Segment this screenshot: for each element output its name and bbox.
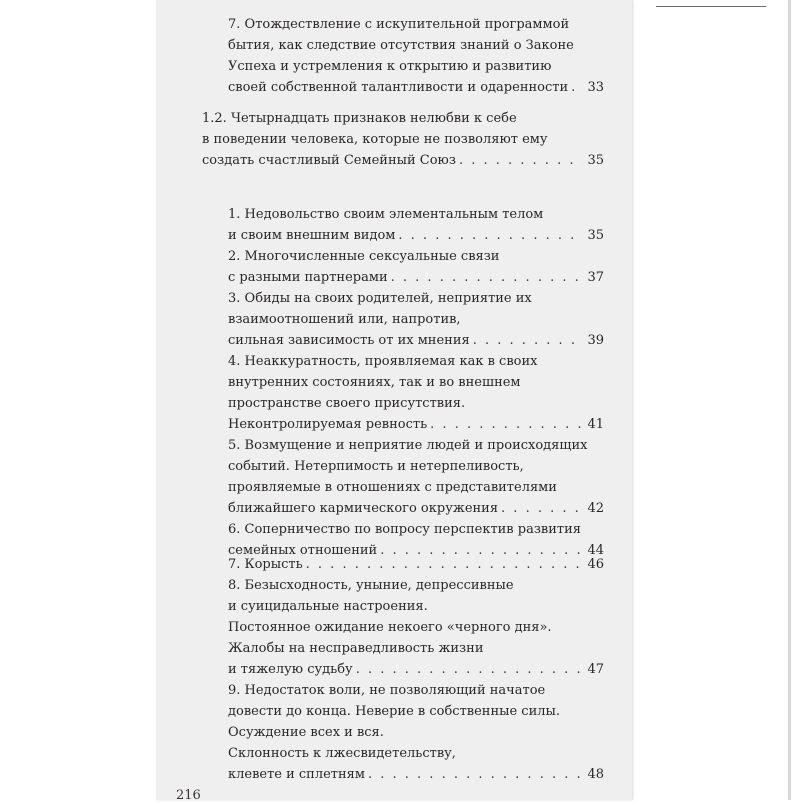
toc-entry-line xyxy=(228,225,604,246)
dot-leader xyxy=(368,764,583,785)
toc-entry xyxy=(228,435,604,519)
toc-entry-line: Склонность к лжесвидетельству, xyxy=(228,746,456,761)
toc-entry-line: 5. Возмущение и неприятие людей и происходящих xyxy=(228,438,588,453)
toc-page-number: 39 xyxy=(587,333,604,348)
toc-entry-line: Жалобы на несправедливость жизни xyxy=(228,641,484,656)
toc-entry-line xyxy=(228,764,604,785)
toc-entry-text: и тяжелую судьбу xyxy=(228,662,353,677)
toc-entry-line xyxy=(228,659,604,680)
dot-leader xyxy=(356,659,584,680)
dot-leader xyxy=(459,150,584,171)
toc-entry-line xyxy=(228,414,604,435)
toc-entry-line: 7. Отождествление с искупительной программой xyxy=(228,17,570,32)
toc-entry-line: 3. Обиды на своих родителей, неприятие их xyxy=(228,291,532,306)
toc-entry-text: создать счастливый Семейный Союз xyxy=(202,153,456,168)
toc-entry-line: и суицидальные настроения. xyxy=(228,599,428,614)
toc-entry-text: семейных отношений xyxy=(228,543,378,558)
toc-entry-line: 8. Безысходность, уныние, депрессивные xyxy=(228,578,514,593)
page-edge xyxy=(788,0,791,800)
dot-leader xyxy=(571,77,583,98)
toc-entry-line: взаимоотношений или, напротив, xyxy=(228,312,461,327)
toc-page-number: 35 xyxy=(587,153,604,168)
toc-entry-line: событий. Нетерпимость и нетерпеливость, xyxy=(228,459,524,474)
toc-page-number: 44 xyxy=(587,543,604,558)
toc-entry xyxy=(228,351,604,435)
dot-leader xyxy=(473,330,584,351)
dot-leader xyxy=(398,225,583,246)
toc-entry-line: бытия, как следствие отсутствия знаний о Законе xyxy=(228,38,574,53)
toc-entry xyxy=(202,108,604,171)
dot-leader xyxy=(501,498,583,519)
toc-entry-text: сильная зависимость от их мнения xyxy=(228,333,470,348)
toc-entry xyxy=(228,680,604,785)
dot-leader xyxy=(391,267,584,288)
toc-page-number: 47 xyxy=(587,662,604,677)
toc-page-number: 35 xyxy=(587,228,604,243)
toc-page-number: 41 xyxy=(587,417,604,432)
dot-leader xyxy=(430,414,583,435)
toc-entry-line xyxy=(228,77,604,98)
header-rule xyxy=(656,6,766,7)
toc-entry-line: пространстве своего присутствия. xyxy=(228,396,466,411)
toc-entry-line xyxy=(228,267,604,288)
toc-entry-line: Постоянное ожидание некоего «черного дня». xyxy=(228,620,552,635)
page-number: 216 xyxy=(176,788,201,803)
toc-entry xyxy=(228,204,604,246)
toc-entry-text: клевете и сплетням xyxy=(228,767,365,782)
toc-entry-line xyxy=(228,498,604,519)
toc-entry-text: и своим внешним видом xyxy=(228,228,396,243)
toc-page-number: 48 xyxy=(587,767,604,782)
toc-entry-text: с разными партнерами xyxy=(228,270,388,285)
toc-entry-line xyxy=(228,554,604,575)
toc-entry-line: 1.2. Четырнадцать признаков нелюбви к себе xyxy=(202,111,517,126)
toc-entry-line: проявляемые в отношениях с представителями xyxy=(228,480,557,495)
toc-page-number: 33 xyxy=(587,80,604,95)
toc-entry-line: 6. Соперничество по вопросу перспектив развития xyxy=(228,522,581,537)
toc-entry-line: 1. Недовольство своим элементальным телом xyxy=(228,207,544,222)
toc-entry-line: Успеха и устремления к открытию и развитию xyxy=(228,59,552,74)
toc-entry-text: Неконтролируемая ревность xyxy=(228,417,428,432)
toc-entry-line: Осуждение всех и вся. xyxy=(228,725,384,740)
toc-page-number: 37 xyxy=(587,270,604,285)
book-page xyxy=(156,0,632,800)
toc-entry-line xyxy=(228,330,604,351)
toc-entry-text: 7. Корысть xyxy=(228,557,303,572)
toc-entry-line: 9. Недостаток воли, не позволяющий начатое xyxy=(228,683,546,698)
toc-entry-line: довести до конца. Неверие в собственные силы. xyxy=(228,704,560,719)
dot-leader xyxy=(306,554,584,575)
toc-entry xyxy=(228,288,604,351)
toc-entry xyxy=(228,554,604,575)
toc-entry xyxy=(228,14,604,98)
toc-entry-text: ближайшего кармического окружения xyxy=(228,501,499,516)
toc-entry-line: 2. Многочисленные сексуальные связи xyxy=(228,249,500,264)
toc-entry-text: своей собственной талантливости и одаренности xyxy=(228,80,569,95)
toc-entry-line: внутренних состояниях, так и во внешнем xyxy=(228,375,521,390)
toc-entry-line: в поведении человека, которые не позволяют ему xyxy=(202,132,548,147)
toc-entry xyxy=(228,246,604,288)
toc-entry-line: 4. Неаккуратность, проявляемая как в своих xyxy=(228,354,538,369)
toc-entry-line xyxy=(202,150,604,171)
toc-page-number: 42 xyxy=(587,501,604,516)
toc-entry xyxy=(228,575,604,680)
toc-page-number: 46 xyxy=(587,557,604,572)
